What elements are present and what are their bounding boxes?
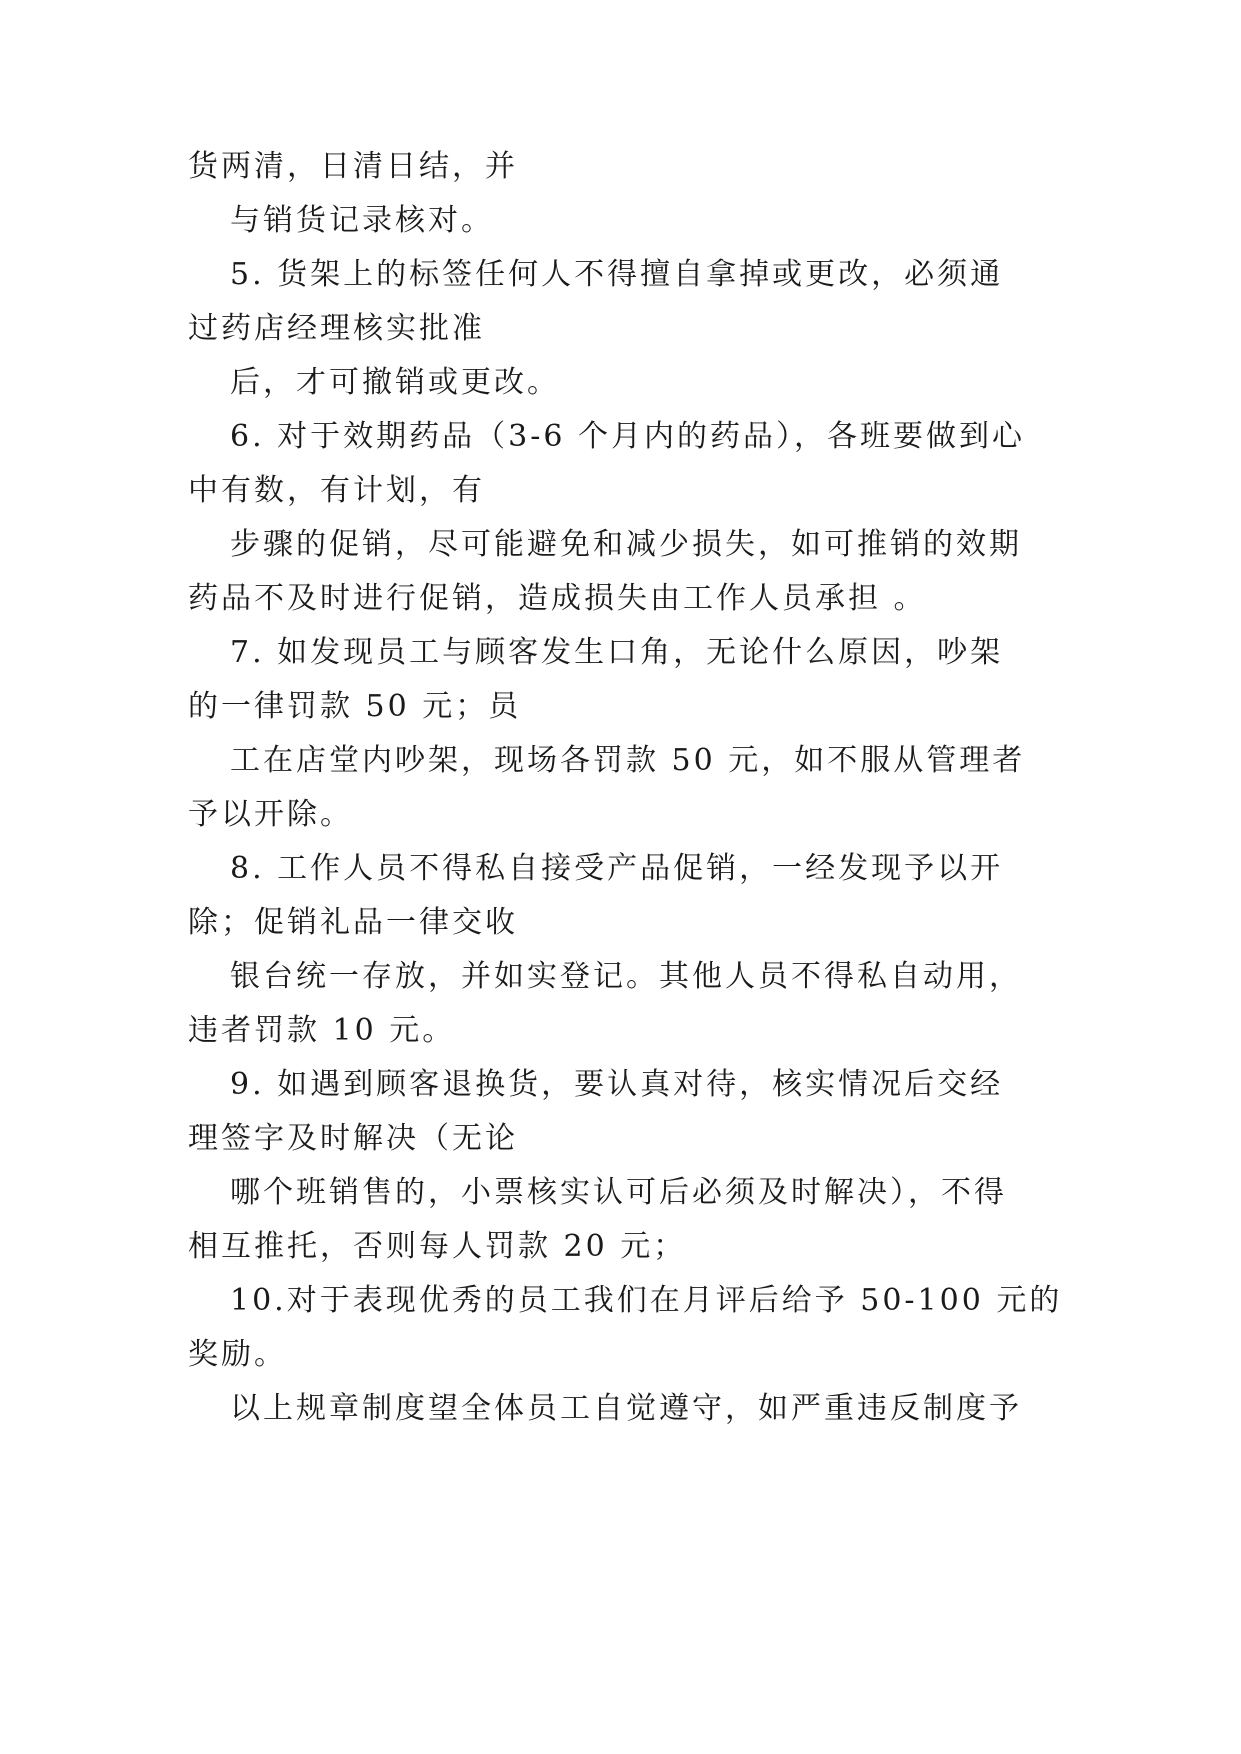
text-line: 除；促销礼品一律交收 bbox=[188, 905, 518, 940]
text-line: 与销货记录核对。 bbox=[230, 203, 494, 238]
text-line: 以上规章制度望全体员工自觉遵守，如严重违反制度予 bbox=[230, 1391, 1022, 1426]
text-line: 货两清，日清日结，并 bbox=[188, 149, 518, 184]
text-line: 违者罚款 10 元。 bbox=[188, 1013, 456, 1048]
text-line: 工在店堂内吵架，现场各罚款 50 元，如不服从管理者 bbox=[230, 743, 1026, 778]
text-line: 10.对于表现优秀的员工我们在月评后给予 50-100 元的 bbox=[230, 1283, 1063, 1318]
text-line: 的一律罚款 50 元；员 bbox=[188, 689, 522, 724]
text-line: 理签字及时解决（无论 bbox=[188, 1121, 518, 1156]
text-line: 步骤的促销，尽可能避免和减少损失，如可推销的效期 bbox=[230, 527, 1022, 562]
text-line: 7. 如发现员工与顾客发生口角，无论什么原因，吵架 bbox=[230, 635, 1004, 670]
text-line: 9. 如遇到顾客退换货，要认真对待，核实情况后交经 bbox=[230, 1067, 1004, 1102]
text-line: 银台统一存放，并如实登记。其他人员不得私自动用， bbox=[230, 959, 1022, 994]
text-line: 相互推托，否则每人罚款 20 元； bbox=[188, 1229, 687, 1264]
text-line: 5. 货架上的标签任何人不得擅自拿掉或更改，必须通 bbox=[230, 257, 1004, 292]
text-line: 6. 对于效期药品（3-6 个月内的药品），各班要做到心 bbox=[230, 419, 1026, 454]
text-line: 后，才可撤销或更改。 bbox=[230, 365, 560, 400]
text-line: 哪个班销售的，小票核实认可后必须及时解决），不得 bbox=[230, 1175, 1007, 1210]
text-line: 8. 工作人员不得私自接受产品促销，一经发现予以开 bbox=[230, 851, 1004, 886]
text-line: 过药店经理核实批准 bbox=[188, 311, 485, 346]
text-line: 奖励。 bbox=[188, 1337, 287, 1372]
text-line: 药品不及时进行促销，造成损失由工作人员承担 。 bbox=[188, 581, 927, 616]
text-line: 予以开除。 bbox=[188, 797, 353, 832]
text-line: 中有数，有计划，有 bbox=[188, 473, 485, 508]
